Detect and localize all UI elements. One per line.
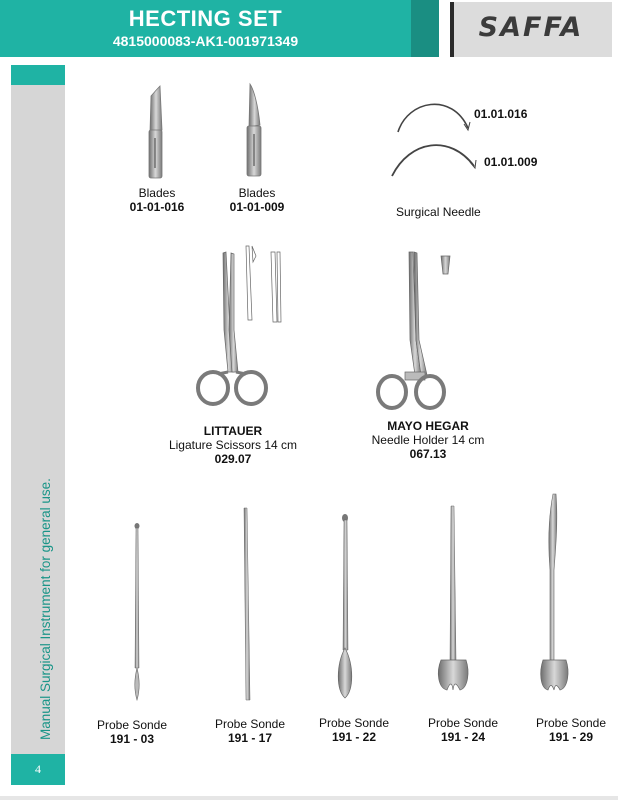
probe-caption-2	[210, 717, 290, 745]
sidebar-vertical-text: Manual Surgical Instrument for general use.	[38, 478, 53, 740]
needle-holder-icon	[378, 252, 450, 408]
probe-name: Probe Sonde	[427, 716, 499, 730]
needle-holder-code: 067.13	[409, 447, 447, 461]
blade-caption-2	[222, 186, 292, 214]
probe-icon-2	[244, 508, 250, 700]
page-number: 4	[35, 762, 41, 776]
probe-icon-4	[438, 506, 468, 690]
probe-caption-4	[423, 716, 503, 744]
needle-code-2: 01.01.009	[484, 155, 538, 169]
page-title: HECTING SET	[128, 6, 283, 31]
probe-caption-3	[314, 716, 394, 744]
blade-icon-2	[247, 84, 261, 176]
scissors-desc: Ligature Scissors 14 cm	[168, 438, 298, 452]
probe-name: Probe Sonde	[96, 718, 168, 732]
probe-caption-5	[531, 716, 611, 744]
blade-icon-1	[149, 86, 162, 178]
probe-code: 191 - 24	[440, 730, 486, 744]
probe-icon-1	[135, 523, 140, 700]
scissors-code: 029.07	[214, 452, 252, 466]
catalog-code: 4815000083-AK1-001971349	[112, 33, 299, 49]
probe-icon-5	[541, 494, 568, 690]
blade-code: 01-01-016	[129, 200, 185, 214]
probe-caption-1	[92, 718, 172, 746]
blade-code: 01-01-009	[229, 200, 285, 214]
probe-code: 191 - 29	[548, 730, 594, 744]
needle-icon-1	[398, 104, 470, 132]
probe-code: 191 - 22	[331, 730, 377, 744]
probe-icon-3	[338, 514, 352, 698]
needle-holder-desc: Needle Holder 14 cm	[371, 433, 485, 447]
probe-name: Probe Sonde	[535, 716, 607, 730]
scissors-icon	[198, 246, 281, 404]
blade-caption-1	[122, 186, 192, 214]
probe-code: 191 - 17	[227, 731, 273, 745]
brand-logo: SAFFA	[478, 12, 584, 43]
blade-name: Blades	[238, 186, 276, 200]
needle-caption: Surgical Needle	[396, 205, 481, 219]
needle-icon-2	[392, 145, 476, 176]
needle-holder-caption	[356, 419, 500, 461]
scissors-caption	[160, 424, 306, 466]
needle-code-1: 01.01.016	[474, 107, 528, 121]
scissors-title: LITTAUER	[203, 424, 263, 438]
probe-name: Probe Sonde	[318, 716, 390, 730]
blade-name: Blades	[138, 186, 176, 200]
probe-name: Probe Sonde	[214, 717, 286, 731]
needle-holder-title: MAYO HEGAR	[387, 419, 469, 433]
probe-code: 191 - 03	[109, 732, 155, 746]
